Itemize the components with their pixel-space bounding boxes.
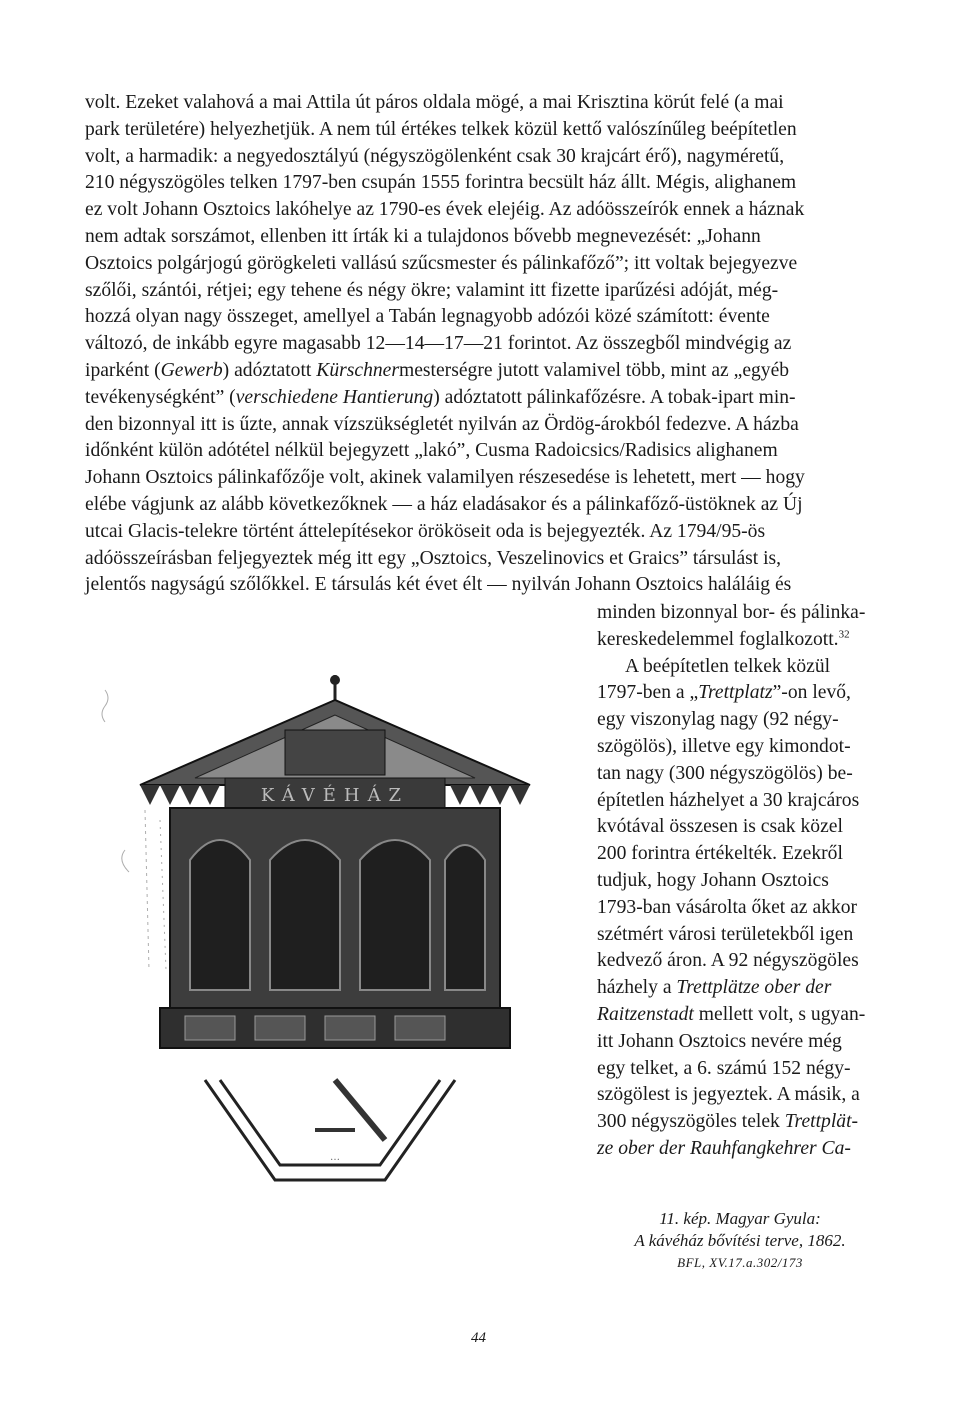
text-run: mesterségre jutott valamivel több, mint az „egyéb (398, 359, 790, 381)
page-number: 44 (471, 1330, 486, 1346)
text-line (597, 680, 899, 707)
text-run: iparként ( (85, 359, 161, 381)
text-run: tevékenységként” ( (85, 386, 236, 408)
text-run: 300 négyszögöles telek (597, 1111, 785, 1133)
text-line (597, 1109, 899, 1136)
text-line: nem adtak sorszámot, ellenben itt írták ki a tulajdonos bővebb megnevezését: „Johann (85, 225, 761, 247)
kavehaz-sign: KÁVÉHÁZ (260, 785, 410, 806)
text-line: tudjuk, hogy Johann Osztoics (597, 869, 829, 891)
text-line: hozzá olyan nagy összeget, amellyel a Tabán legnagyobb adózói közé számított: évente (85, 306, 770, 328)
text-run: 1797-ben a „ (597, 682, 699, 704)
text-line: den bizonnyal itt is űzte, annak vízszükségletét nyilván az Ördög-árokból fedezve. A házba (85, 413, 799, 435)
text-line: elébe vágjunk az alább következőknek — a ház eladásakor és a pálinkafőző-üstöknek az Új (85, 493, 803, 515)
footnote-reference[interactable]: 32 (838, 628, 850, 641)
italic-term: Trettplatz (698, 682, 773, 704)
text-line (597, 1002, 899, 1029)
svg-text:…: … (330, 1152, 340, 1163)
text-line (85, 385, 897, 412)
architectural-elevation (85, 660, 535, 1220)
text-run: mellett volt, s ugyan- (693, 1003, 866, 1025)
text-line: kvótával összesen is csak közel (597, 816, 843, 838)
right-column-text (597, 600, 899, 1163)
figure-caption (590, 1208, 890, 1274)
text-line: szögölest is jegyeztek. A másik, a (597, 1084, 860, 1106)
text-line: 200 forintra értékelték. Ezekről (597, 843, 843, 865)
text-line: utcai Glacis-telekre történt áttelepítésekor örököseit oda is bejegyezték. Az 1794/95-ös (85, 520, 766, 542)
text-line: építetlen házhelyet a 30 krajcáros (597, 789, 860, 811)
text-line: volt, a harmadik: a negyedosztályú (négyszögölenként csak 30 krajcárt érő), nagyméretű, (85, 145, 785, 167)
text-line: időnként külön adótétel nélkül bejegyzett „lakó”, Cusma Radoicsics/Radisics alighanem (85, 440, 778, 462)
text-line: park területére) helyezhetjük. A nem túl értékes telkek közül kettő valószínűleg beépítetlen (85, 118, 797, 140)
text-line: jelentős nagyságú szőlőkkel. E társulás két évet élt — nyilván Johann Osztoics haláláig és (85, 574, 792, 596)
italic-term: ze ober der Rauhfangkehrer Ca- (597, 1137, 851, 1159)
text-line: szögölös), illetve egy kimondot- (597, 735, 851, 757)
caption-description: A kávéház bővítési terve, 1862. (634, 1231, 846, 1250)
italic-term: Kürschner (316, 359, 399, 381)
text-line: egy telket, a 6. számú 152 négy- (597, 1057, 851, 1079)
text-line: adóösszeírásban feljegyeztek még itt egy „Osztoics, Veszelinovics et Graics” társulást is, (85, 547, 782, 569)
text-line: A beépítetlen telkek közül (625, 655, 831, 677)
text-line: itt Johann Osztoics nevére még (597, 1030, 842, 1052)
text-run: kereskedelemmel foglalkozott. (597, 628, 839, 650)
text-line: szőlői, szántói, rétjei; egy tehene és négy ökre; valamint itt fizette iparűzési adóját, még- (85, 279, 779, 301)
text-line: 1793-ban vásárolta őket az akkor (597, 896, 858, 918)
body-text (85, 90, 897, 599)
italic-term: Trettplät- (784, 1111, 859, 1133)
text-run: ) adóztatott pálinkafőzésre. A tobak-ipart min- (433, 386, 796, 408)
text-line (597, 975, 899, 1002)
italic-term: Trettplätze ober der (676, 977, 832, 999)
text-line: egy viszonylag nagy (92 négy- (597, 709, 839, 731)
text-line: változó, de inkább egyre magasabb 12—14—17—21 forintot. Az összegből mindvégig az (85, 333, 792, 355)
text-run: ”-on levő, (772, 682, 851, 704)
italic-term: Gewerb (160, 359, 223, 381)
italic-term: Raitzenstadt (597, 1003, 694, 1025)
text-line: ez volt Johann Osztoics lakóhelye az 1790-es évek elejéig. Az adóösszeírók ennek a háznak (85, 199, 805, 221)
text-run: ) adóztatott (222, 359, 317, 381)
text-run: házhely a (597, 977, 677, 999)
text-line: Osztoics polgárjogú görögkeleti vallású szűcsmester és pálinkafőző”; itt voltak bejegyezve (85, 252, 798, 274)
caption-archive-reference: BFL, XV.17.a.302/173 (677, 1255, 803, 1270)
text-line: 210 négyszögöles telken 1797-ben csupán 1555 forintra becsült ház állt. Mégis, alighanem (85, 172, 797, 194)
text-line (85, 358, 897, 385)
text-line: Johann Osztoics pálinkafőzője volt, akinek valamilyen részesedése is lehetett, mert — hogy (85, 467, 805, 489)
text-line: tan nagy (300 négyszögölös) be- (597, 762, 853, 784)
kavehaz-drawing (85, 660, 535, 1220)
text-line (597, 1136, 899, 1163)
text-line: szétmért városi területekből igen (597, 923, 854, 945)
text-line: volt. Ezeket valahová a mai Attila út páros oldala mögé, a mai Krisztina körút felé (a mai (85, 92, 784, 113)
italic-term: verschiedene Hantierung (235, 386, 434, 408)
caption-title: 11. kép. Magyar Gyula: (659, 1209, 821, 1228)
text-line: minden bizonnyal bor- és pálinka- (597, 602, 866, 623)
text-line: kedvező áron. A 92 négyszögöles (597, 950, 859, 972)
text-line (597, 627, 899, 654)
